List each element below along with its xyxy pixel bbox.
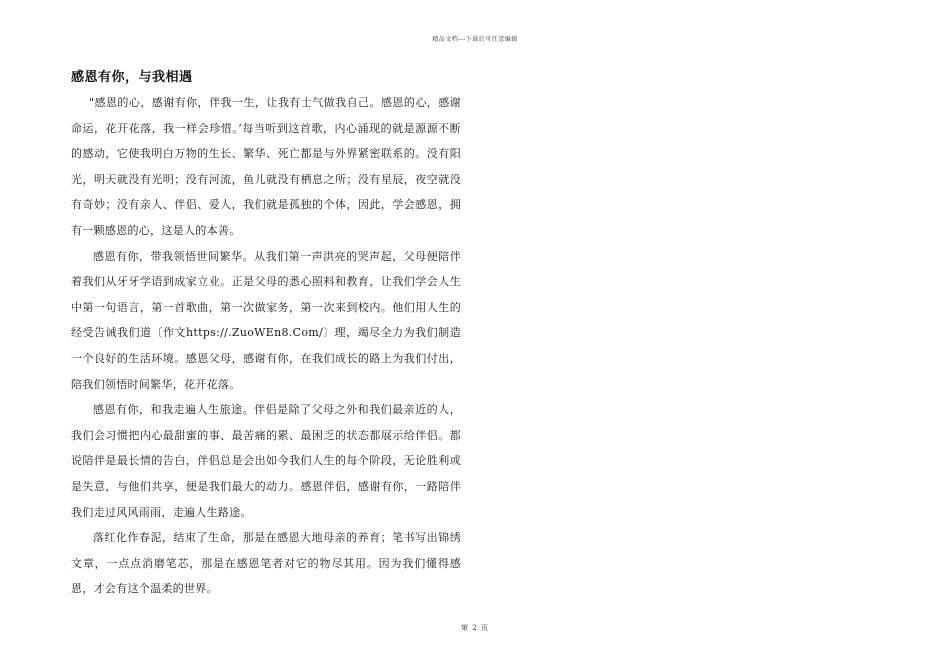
- paragraph: 感恩有你，带我领悟世间繁华。从我们第一声洪亮的哭声起，父母便陪伴着我们从牙牙学语到成家立业。正是父母的悉心照料和教育，让我们学会人生中第一句语言，第一首歌曲，第一次做家务，第一次来到校内。他们用人生的经受告诫我们道〔作文https://.ZuoWEn8.Com/〕理，竭尽全力为我们制造一个良好的生活环境。感恩父母，感谢有你，在我们成长的路上为我们付出，陪我们领悟时间繁华，花开花落。: [71, 249, 461, 391]
- page-number: 第 2 页: [461, 624, 489, 632]
- paragraph: 落红化作春泥，结束了生命，那是在感恩大地母亲的养育；笔书写出锦绣文章，一点点消磨笔芯，那是在感恩笔者对它的物尽其用。因为我们懂得感恩，才会有这个温柔的世界。: [71, 531, 461, 596]
- paragraph: 感恩有你，和我走遍人生旅途。伴侣是除了父母之外和我们最亲近的人，我们会习惯把内心最甜蜜的事、最苦痛的累、最困乏的状态都展示给伴侣。都说陪伴是最长情的告白，伴侣总是会出如今我们人生的每个阶段，无论胜利或是失意，与他们共享，便是我们最大的动力。感恩伴侣，感谢有你，一路陪伴我们走过风风雨雨，走遍人生路途。: [71, 403, 461, 519]
- page-header: 精品文档---下载后可任意编辑: [432, 36, 518, 43]
- paragraph: "感恩的心，感谢有你，伴我一生，让我有士气做我自己。感恩的心，感谢命运，花开花落，我一样会珍惜。’每当听到这首歌，内心涌现的就是源源不断的感动，它使我明白万物的生长、繁华、死亡都是与外界紧密联系的。没有阳光，明天就没有光明；没有河流，鱼儿就没有栖息之所；没有星辰，夜空就没有奇妙；没有亲人、伴侣、爱人，我们就是孤独的个体，因此，学会感恩，拥有一颗感恩的心，这是人的本善。: [71, 96, 461, 237]
- document-body: [71, 90, 461, 602]
- document-title: 感恩有你，与我相遇: [71, 70, 193, 85]
